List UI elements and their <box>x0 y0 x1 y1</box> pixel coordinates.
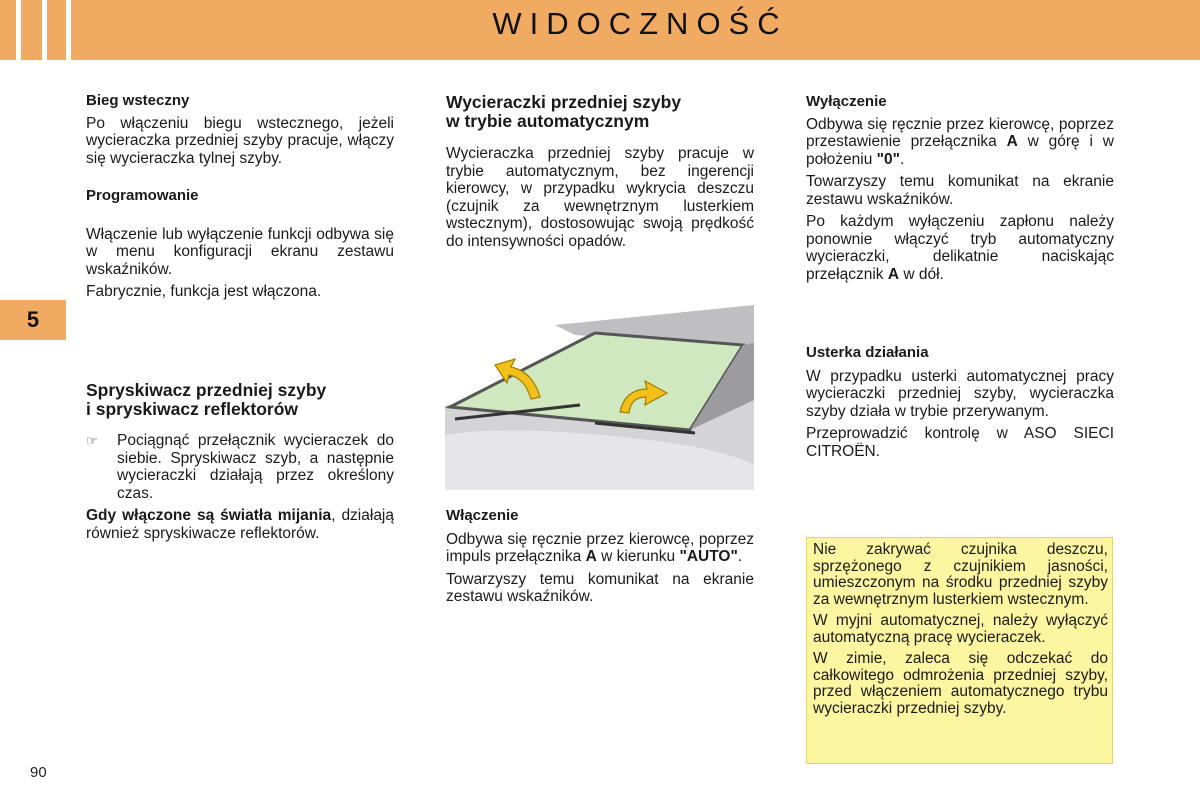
fault-text: W przypadku usterki automatycznej pracy wycieraczki przedniej szyby, wycieraczka szyby działa w trybie przerywanym. <box>806 367 1114 420</box>
note-winter-text: W zimie, zaleca się odczekać do całkowitego odmrożenia przedniej szyby, przed włączeniem automatycznego trybu wycieraczki przedniej szyby. <box>813 650 1108 717</box>
note-sensor-text: Nie zakrywać czujnika deszczu, sprzężonego z czujnikiem jasności, umieszczonym na środku przedniej szyby za wewnętrznym lusterkiem wstecznym. <box>813 541 1108 608</box>
programming-text: Włączenie lub wyłączenie funkcji odbywa się w menu konfiguracji ekranu zestawu wskaźników. <box>86 225 394 278</box>
header-stripes <box>0 0 80 60</box>
switch-on-message-text: Towarzyszy temu komunikat na ekranie zestawu wskaźników. <box>446 570 754 605</box>
headlamp-washer-text: Gdy włączone są światła mijania, działają również spryskiwacze reflektorów. <box>86 507 395 542</box>
fault-check-text: Przeprowadzić kontrolę w ASO SIECI CITROËN. <box>806 425 1114 460</box>
reverse-gear-text: Po włączeniu biegu wstecznego, jeżeli wycieraczka przedniej szyby pracuje, włączy się wycieraczka tylnej szyby. <box>86 114 394 167</box>
note-carwash-text: W myjni automatycznej, należy wyłączyć automatyczną pracę wycieraczek. <box>813 612 1108 646</box>
reverse-gear-heading: Bieg wsteczny <box>86 92 190 109</box>
page-number: 90 <box>30 764 47 781</box>
header-bar <box>0 0 1200 60</box>
switch-off-heading: Wyłączenie <box>806 93 887 110</box>
windshield-illustration <box>445 305 754 490</box>
column-left-lower <box>86 381 394 547</box>
column-right-fault <box>806 344 1114 465</box>
column-middle-lower <box>446 507 754 611</box>
column-middle <box>446 93 754 255</box>
switch-on-text: Odbywa się ręcznie przez kierowcę, poprzez impuls przełącznika A w kierunku "AUTO". <box>446 530 754 565</box>
washer-bullet-text: Pociągnąć przełącznik wycieraczek do siebie. Spryskiwacz szyb, a następnie wycieraczki działają przez określony czas. <box>117 432 394 502</box>
ignition-off-text: Po każdym wyłączeniu zapłonu należy ponownie włączyć tryb automatyczny wycieraczki, delikatnie naciskając przełącznik A w dół. <box>806 213 1114 283</box>
warning-note-box <box>806 537 1113 764</box>
page-title: WIDOCZNOŚĆ <box>492 6 788 41</box>
programming-default-text: Fabrycznie, funkcja jest włączona. <box>86 283 322 300</box>
auto-wipers-heading: Wycieraczki przedniej szyby w trybie automatycznym <box>446 92 682 131</box>
washer-bullet <box>86 432 394 502</box>
column-right <box>806 93 1114 288</box>
washer-heading: Spryskiwacz przedniej szyby i spryskiwacz reflektorów <box>86 380 327 419</box>
auto-wipers-text: Wycieraczka przedniej szyby pracuje w trybie automatycznym, bez ingerencji kierowcy, w przypadku wykrycia deszczu (czujnik za wewnętrznym lusterkiem wstecznym), dostosowując swoją prędkość do intensywności opadów. <box>446 145 754 250</box>
programming-heading: Programowanie <box>86 187 199 204</box>
switch-on-heading: Włączenie <box>446 507 519 524</box>
column-left <box>86 92 394 306</box>
pointing-hand-icon: ☞ <box>86 433 98 448</box>
switch-off-message-text: Towarzyszy temu komunikat na ekranie zestawu wskaźników. <box>806 173 1114 208</box>
chapter-tab: 5 <box>0 300 66 340</box>
switch-off-text: Odbywa się ręcznie przez kierowcę, poprzez przestawienie przełącznika A w górę i w położeniu "0". <box>806 115 1114 168</box>
fault-heading: Usterka działania <box>806 344 929 361</box>
